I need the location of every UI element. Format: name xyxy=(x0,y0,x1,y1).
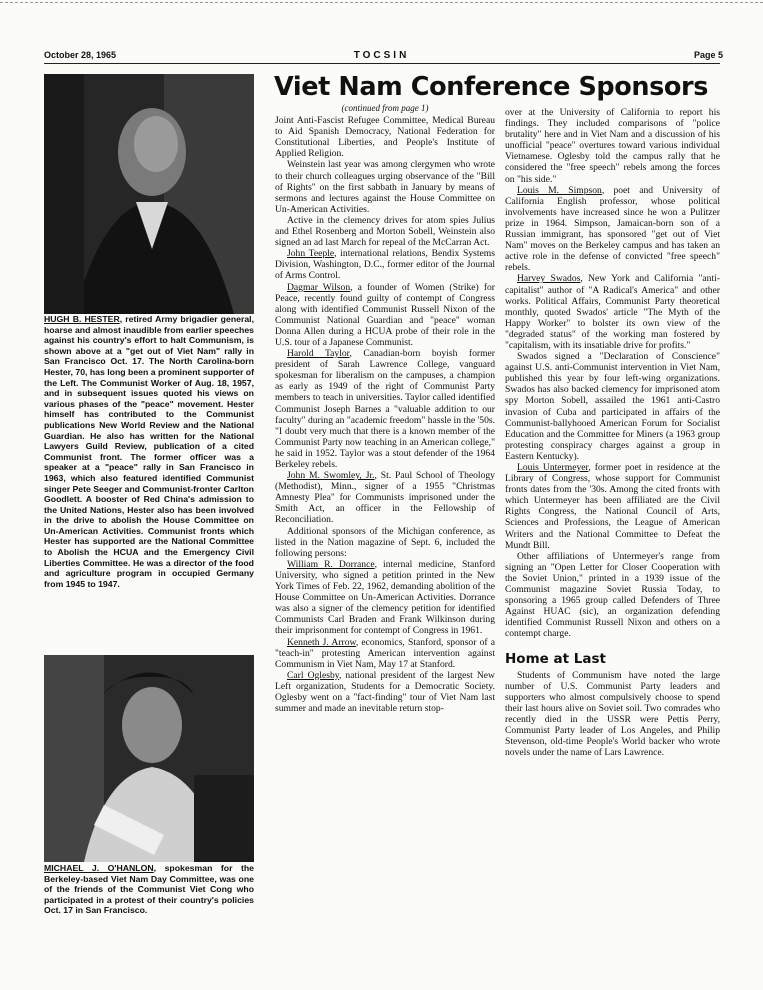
continued-note: (continued from page 1) xyxy=(341,103,429,113)
sponsor-description: , a founder of Women (Strike) for Peace, recently found guilty of contempt of Congress along with identified Communist Russell Nixon of the Communist National Guardian and "peace" woman Donna Allen during a HCUA probe of their role in the U.S. tour of a Japanese Communist. xyxy=(275,281,496,348)
caption-ohanlon xyxy=(44,863,254,916)
article-column-2 xyxy=(505,107,720,758)
page-number: Page 5 xyxy=(693,50,723,60)
sponsor-name: Carl Oglesby xyxy=(287,669,339,681)
sponsor-name: Harvey Swados xyxy=(517,273,581,285)
paragraph: Other affiliations of Untermeyer's range from signing an "Open Letter for Closer Cooperation with the Soviet Union," printed in a 1939 issue of the Communist magazine Soviet Russia Today, to sponsoring a 1965 group called Defenders of Three Against HUAC (sic), an organization defending identified Communist Russell Nixon and others on a contempt charge. xyxy=(505,550,720,640)
sponsor-description: , internal medicine, Stanford University, who signed a petition printed in the New York Times of Feb. 22, 1962, demanding abolition of the House Committee on Un-American Activities. Dorrance was also a signer of the clemency petition for identified Communists Carl Braden and Frank Wilkinson during their imprisonment for contempt of Congress in 1961. xyxy=(275,558,495,637)
caption-ohanlon-text: , spokesman for the Berkeley-based Viet Nam Day Committee, was one of the friends of the Communist Viet Cong who participated in a protest of their country's policies Oct. 17 in San Francisco. xyxy=(44,863,254,916)
paragraph-wilson xyxy=(275,282,495,349)
masthead: TOCSIN xyxy=(353,50,410,61)
sponsor-description: , Canadian-born boyish former president of Sarah Lawrence College, vanguard spokesman for liberalism on the campuses, a champion as early as 1949 of the right of Communist Party members to teach in universities. Taylor called identified Communist Joseph Barnes a "valuable addition to our faculty" during an "academic freedom" hassle in the '50s. "I doubt very much that there is a known member of the Communist Party now teaching in an American college," he said in 1952. Taylor was a stout defender of the 1964 Berkeley rebels. xyxy=(275,348,495,470)
paragraph-oglesby xyxy=(275,670,495,714)
sponsor-description: , poet and University of California English professor, whose political involvements have increased since he won a Pulitzer prize in 1964. Simpson, Jamaican-born son of a Russian immigrant, has sponsored "get out of Viet Nam" moves on the Berkeley campus and has taken an active role in the defense of convicted "free speech" rebels. xyxy=(505,184,720,274)
paragraph-dorrance xyxy=(275,559,495,637)
header-rule xyxy=(44,63,720,64)
sponsor-description: , international relations, Bendix Systems Division, Washington, D.C., former editor of the Journal of Arms Control. xyxy=(275,248,496,282)
sponsor-description: , former poet in residence at the Library of Congress, whose support for Communist fronts dates from the '30s. Among the cited fronts with which Untermeyer has been affiliated are the Civil Rights Congress, the National Council of Arts, Sciences and Professions, the League of American Writers and the National Committee to Defeat the Mundt Bill. xyxy=(505,462,720,551)
photo-michael-j-ohanlon xyxy=(44,655,254,862)
sponsor-description: , St. Paul School of Theology (Methodist), Minn., signer of a 1955 "Christmas Amnesty Plea" for Communists imprisoned under the Smith Act, an officer in the Fellowship of Reconciliation. xyxy=(275,470,495,526)
paragraph: Active in the clemency drives for atom spies Julius and Ethel Rosenberg and Morton Sobell, Weinstein also signed an ad last March for repeal of the McCarran Act. xyxy=(275,214,495,249)
paragraph: over at the University of California to report his findings. They included comparisons of "police brutality" here and in Viet Nam and a discussion of his unofficial "peace" overtures toward various individual Vietnamese. Oglesby told the campus rally that he considered the "free speech" rebels among the forces on "his side." xyxy=(505,107,720,185)
article-title: Viet Nam Conference Sponsors xyxy=(273,72,709,102)
sponsor-name: Harold Taylor xyxy=(287,348,350,360)
caption-hester-text: , retired Army brigadier general, hoarse and almost inaudible from earlier speeches against his country's effort to halt Communism, is shown above at a "get out of Viet Nam" rally in San Francisco Oct. 17. The North Carolina-born Hester, 70, has long been a prominent supporter of the Left. The Communist Worker of Aug. 18, 1957, and in subsequent issues quoted his views on various phases of the "peace" movement. Hester himself has contributed to the Communist publications New World Review and the National Guardian. He also has written for the National Lawyers Guild Review, publication of a cited Communist front. The former officer was a speaker at a "peace" rally in San Francisco in 1963, which also featured identified Communist singer Pete Seeger and Communist-fronter Carlton Goodlett. A booster of Red China's admission to the United Nations, Hester also has been involved in the drive to abolish the House Committee on Un-American Activities. Communist fronts which Hester has supported are the National Committee to Abolish the HCUA and the Emergency Civil Liberties Committee. He was a director of the food and agriculture program in occupied Germany from 1945 to 1947. xyxy=(44,314,254,589)
page-top-border xyxy=(0,2,763,3)
paragraph-simpson xyxy=(505,185,720,274)
paragraph-taylor xyxy=(275,348,495,470)
sponsor-description: , New York and California "anti-capitalist" author of "A Radical's America" and other works. Political Affairs, Communist Party theoretical monthly, quoted Swados' article "The Myth of the Happy Worker" to bolster its own view of the "degraded status" of the working man fostered by "capitalism, with its insatiable drive for profits." xyxy=(505,273,720,351)
caption-ohanlon-name: MICHAEL J. O'HANLON xyxy=(44,863,154,873)
paragraph: Joint Anti-Fascist Refugee Committee, Medical Bureau to Aid Spanish Democracy, National Federation for Constitutional Liberties, and People's Institute of Applied Religion. xyxy=(275,115,495,160)
sponsor-name: Dagmar Wilson xyxy=(287,281,351,293)
caption-hester-name: HUGH B. HESTER xyxy=(44,314,120,324)
sponsor-description: , economics, Stanford, sponsor of a "teach-in" protesting American intervention against Communism in Viet Nam, May 17 at Stanford. xyxy=(275,636,495,670)
caption-hester xyxy=(44,314,254,589)
sponsor-name: Louis Untermeyer xyxy=(517,462,589,473)
paragraph-teeple xyxy=(275,248,495,281)
paragraph: Students of Communism have noted the large number of U.S. Communist Party leaders and supporters who almost compulsively choose to spend their last hours alive on Soviet soil. Two comrades who recently died in the USSR were Pettis Perry, Communist Party leader of Los Angeles, and Philip Stevenson, old-time People's World backer who wrote novels under the name of Lars Lawrence. xyxy=(505,669,720,759)
sponsor-name: William R. Dorrance xyxy=(287,558,375,570)
paragraph-untermeyer xyxy=(505,462,720,551)
paragraph-swomley xyxy=(275,470,495,525)
sponsor-name: John M. Swomley, Jr. xyxy=(287,470,375,482)
article-column-1 xyxy=(275,103,495,714)
paragraph-swados xyxy=(505,273,720,351)
paragraph: Additional sponsors of the Michigan conference, as listed in the Nation magazine of Sept. 6, included the following persons: xyxy=(275,525,495,559)
paragraph: Swados signed a "Declaration of Conscience" against U.S. anti-Communist intervention in Viet Nam, published this year by four left-wing organizations. Swados has also backed clemency for imprisoned atom spy Morton Sobell, assailed the 1961 anti-Castro invasion of Cuba and participated in affairs of the Communist-ballyhooed American Forum for Socialist Education and the Committee for Miners (a 1963 group protesting conspiracy charges against a group in Eastern Kentucky). xyxy=(505,351,720,462)
photo-hugh-b-hester xyxy=(44,74,254,314)
sponsor-description: , national president of the largest New Left organization, Students for a Democratic Society. Oglesby went on a "fact-finding" tour of Viet Nam last summer and made an inevitable return stop- xyxy=(275,669,495,715)
subheading-home-at-last: Home at Last xyxy=(505,650,606,667)
paragraph-arrow xyxy=(275,637,495,670)
sponsor-name: Louis M. Simpson xyxy=(517,184,602,196)
paragraph: Weinstein last year was among clergymen who wrote to their church colleagues urging observance of the "Bill of Rights" on the first sabbath in January by means of sermons and lectures against the House Committee on Un-American Activities. xyxy=(275,159,495,215)
issue-date: October 28, 1965 xyxy=(44,50,117,60)
speaker-image xyxy=(44,655,254,862)
portrait-image xyxy=(44,74,254,314)
sponsor-name: Kenneth J. Arrow xyxy=(287,636,356,648)
sponsor-name: John Teeple xyxy=(287,248,335,260)
